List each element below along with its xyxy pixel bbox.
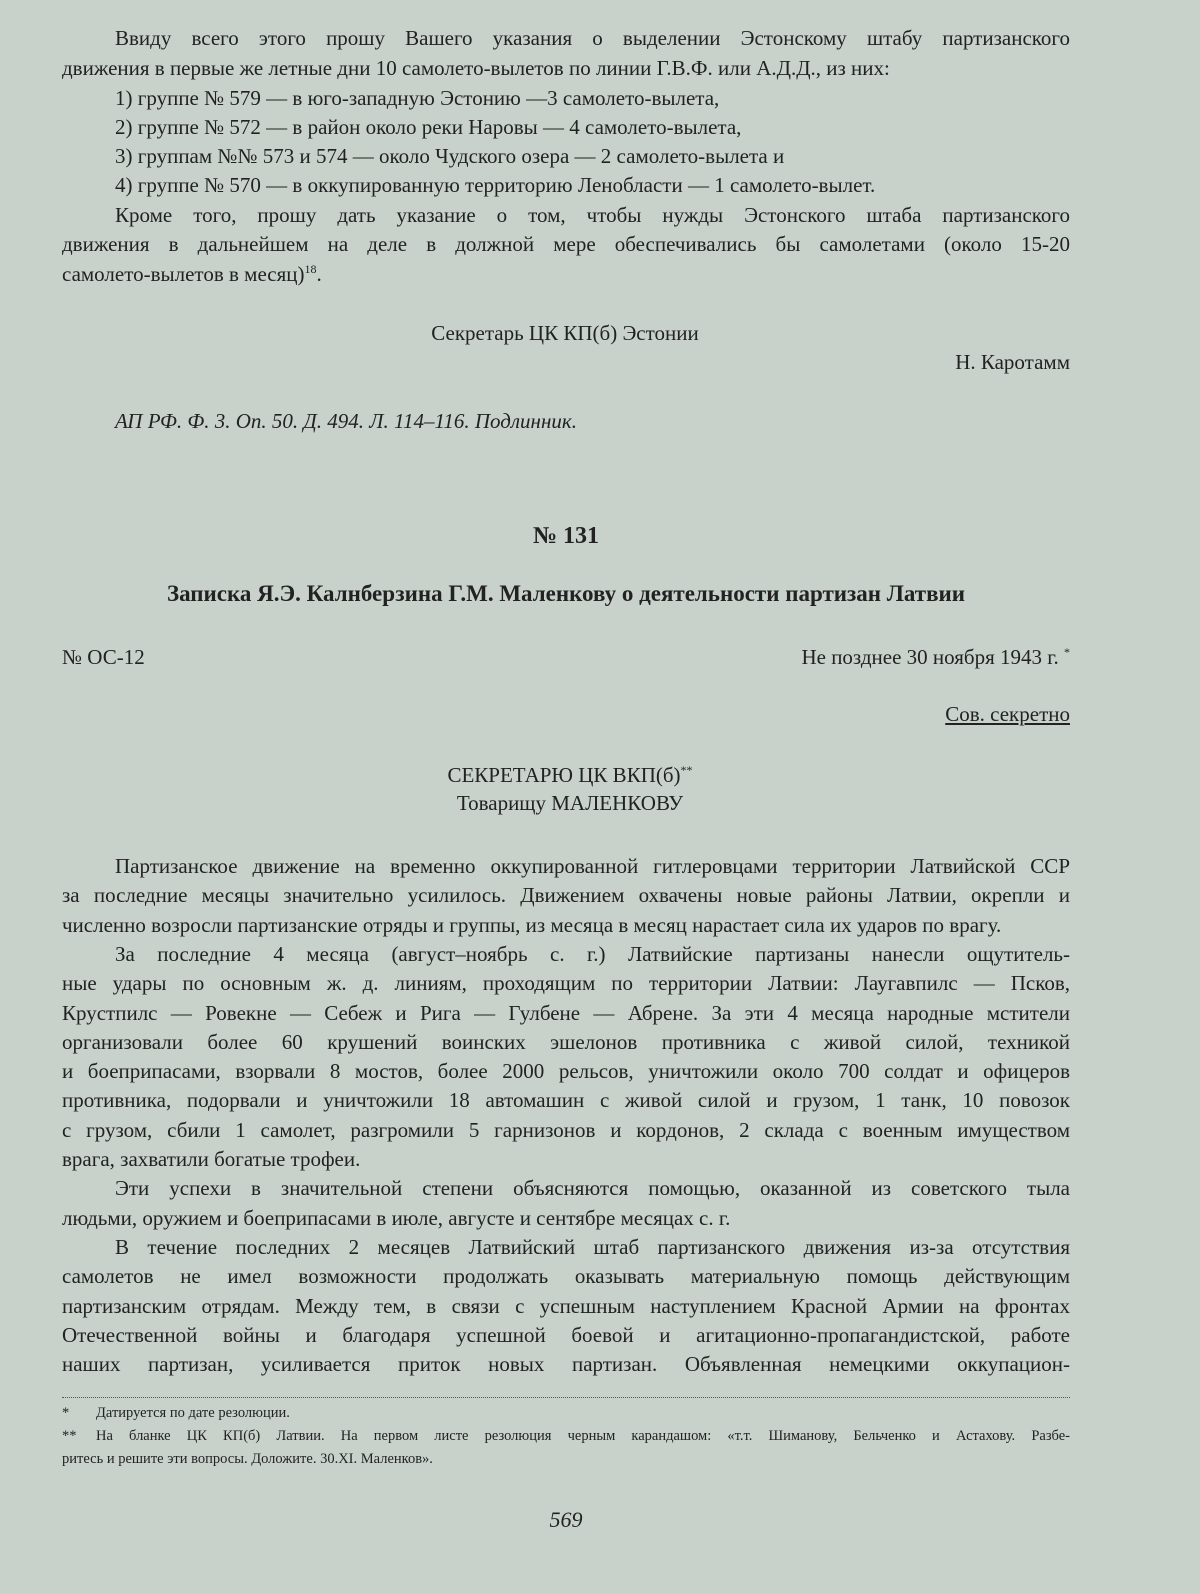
body-line: Крустпилс — Ровекне — Себеж и Рига — Гулбене — Абрене. За эти 4 месяца народные мстители xyxy=(62,1000,1070,1025)
footnote-ref: ** xyxy=(680,763,693,777)
body-line: за последние месяцы значительно усилилось. Движением охвачены новые районы Латвии, окрепли и xyxy=(62,883,1070,908)
line-text: самолето-вылетов в месяц) xyxy=(62,262,305,286)
footnote-text: Датируется по дате резолюции. xyxy=(96,1405,290,1421)
body-line: организовали более 60 крушений воинских эшелонов противника с живой силой, техникой xyxy=(62,1029,1070,1054)
secrecy-stamp xyxy=(62,700,1070,728)
paragraph-line: Ввиду всего этого прошу Вашего указания о выделении Эстонскому штабу партизанского xyxy=(115,26,1070,50)
addressee-name: Товарищу МАЛЕНКОВУ xyxy=(456,791,684,815)
secrecy-text: Сов. секретно xyxy=(945,702,1070,726)
body-line: В течение последних 2 месяцев Латвийский штаб партизанского движения из-за отсутствия xyxy=(115,1234,1070,1259)
page-number: 569 xyxy=(549,1507,583,1532)
body-line: врага, захватили богатые трофеи. xyxy=(62,1147,361,1171)
list-item: 4) группе № 570 — в оккупированную территорию Ленобласти — 1 самолето-вылет. xyxy=(115,173,876,197)
document-title: Записка Я.Э. Калнберзина Г.М. Маленкову о деятельности партизан Латвии xyxy=(166,581,966,606)
body-line: наших партизан, усиливается приток новых партизан. Объявленная немецкими оккупацион- xyxy=(62,1352,1070,1377)
body-line: Эти успехи в значительной степени объясняются помощью, оказанной из советского тыла xyxy=(115,1176,1070,1201)
body-line: ные удары по основным ж. д. линиям, проходящим по территории Латвии: Лаугавпилс — Псков, xyxy=(62,971,1070,996)
body-line: самолетов не имел возможности продолжать оказывать материальную помощь действующим xyxy=(62,1264,1070,1289)
paragraph-line: самолето-вылетов в месяц)$^{18}$. xyxy=(62,262,322,286)
addressee xyxy=(0,761,1140,789)
body-line: противника, подорвали и уничтожили 18 автомашин с живой силой и грузом, 1 танк, 10 повозок xyxy=(62,1088,1070,1113)
addressee-line: СЕКРЕТАРЮ ЦК ВКП(б) xyxy=(447,763,681,787)
document-date xyxy=(62,643,1070,671)
body-line: партизанским отрядам. Между тем, в связи с успешным наступлением Красной Армии на фронтах xyxy=(62,1293,1070,1318)
paragraph-line: Кроме того, прошу дать указание о том, чтобы нужды Эстонского штаба партизанского xyxy=(115,203,1070,227)
list-item: 3) группам №№ 573 и 574 — около Чудского озера — 2 самолето-вылета и xyxy=(115,144,785,168)
reference-number: № ОС-12 xyxy=(62,645,145,669)
list-item: 1) группе № 579 — в юго-западную Эстонию —3 самолето-вылета, xyxy=(115,86,720,110)
document-number: № 131 xyxy=(532,523,600,549)
body-line: и боеприпасами, взорвали 8 мостов, более 2000 рельсов, уничтожили около 700 солдат и офицеров xyxy=(62,1059,1070,1084)
body-line: с грузом, сбили 1 самолет, разгромили 5 гарнизонов и кордонов, 2 склада с военным имуществом xyxy=(62,1117,1070,1142)
signer-title: Секретарь ЦК КП(б) Эстонии xyxy=(431,321,699,345)
archive-source: АП РФ. Ф. 3. Оп. 50. Д. 494. Л. 114–116. Подлинник. xyxy=(115,409,577,433)
body-line: численно возросли партизанские отряды и группы, из месяца в месяц нарастает сила их ударов по врагу. xyxy=(62,912,1002,937)
footnote-text: На бланке ЦК КП(б) Латвии. На первом листе резолюция черным карандашом: «т.т. Шиманову, Бельченко и Астахову. Разбе- xyxy=(96,1428,1070,1444)
date-text: Не позднее 30 ноября 1943 г. xyxy=(801,645,1059,669)
paragraph-line: движения в первые же летные дни 10 самолето-вылетов по линии Г.В.Ф. или А.Д.Д., из них: xyxy=(62,56,890,80)
body-line: людьми, оружием и боеприпасами в июле, августе и сентябре месяцах с. г. xyxy=(62,1205,731,1230)
footnote-mark: * xyxy=(62,1405,70,1421)
body-line: За последние 4 месяца (август–ноябрь с. г.) Латвийские партизаны нанесли ощутитель- xyxy=(115,941,1070,966)
footnote-divider xyxy=(62,1397,1070,1398)
paragraph-line: движения в дальнейшем на деле в должной мере обеспечивались бы самолетами (около 15-20 xyxy=(62,232,1070,256)
footnote-ref: * xyxy=(1064,645,1070,659)
signer-name: Н. Каротамм xyxy=(955,350,1070,374)
list-item: 2) группе № 572 — в район около реки Наровы — 4 самолето-вылета, xyxy=(115,115,742,139)
footnote-mark: ** xyxy=(62,1428,77,1444)
body-line: Партизанское движение на временно оккупированной гитлеровцами территории Латвийской ССР xyxy=(115,854,1070,878)
footnote-text: ритесь и решите эти вопросы. Доложите. 30.XI. Маленков». xyxy=(62,1451,433,1467)
footnote-ref: 18 xyxy=(304,262,317,276)
body-line: Отечественной войны и благодаря успешной боевой и агитационно-пропагандистской, работе xyxy=(62,1322,1070,1347)
